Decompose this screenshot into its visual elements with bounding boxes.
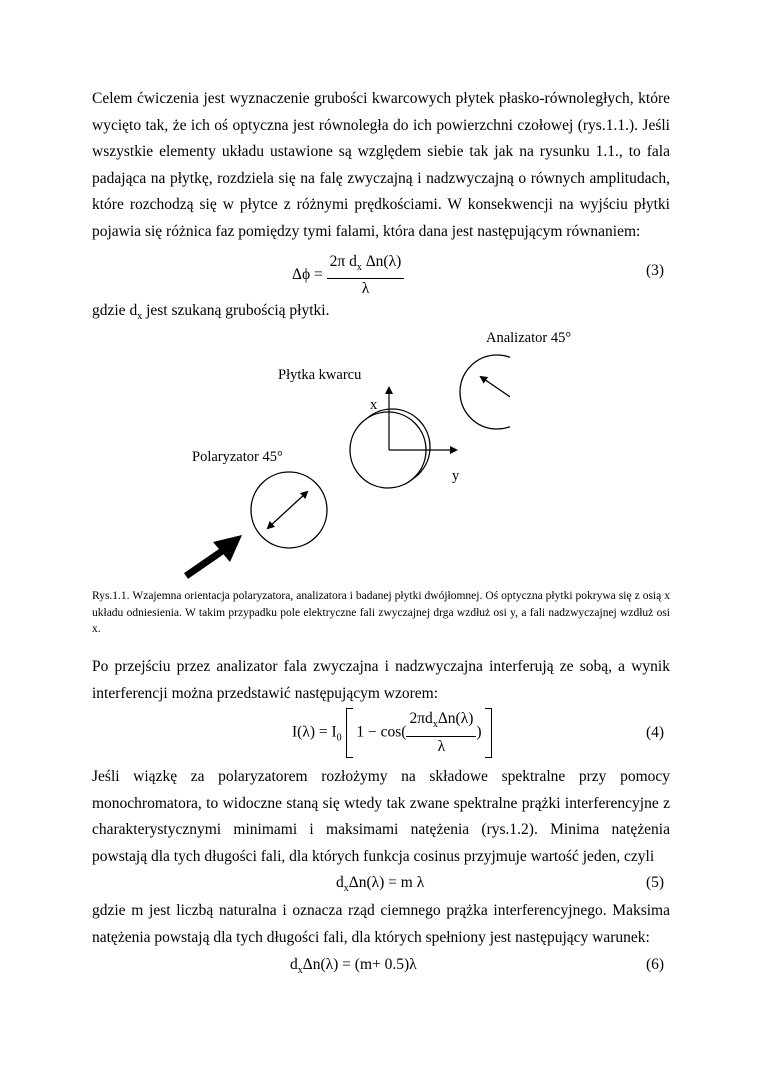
eq3-denominator: λ — [361, 280, 370, 298]
eq4-lhs-sub: 0 — [336, 732, 342, 744]
label-analyzer: Analizator 45° — [486, 330, 572, 346]
p2-prefix: gdzie d — [92, 302, 138, 319]
label-quartz-plate: Płytka kwarcu — [278, 367, 362, 383]
equation-6 — [290, 956, 417, 976]
eq5-rest: Δn(λ) = m λ — [348, 874, 425, 891]
eq4-fraction — [406, 709, 476, 756]
eq3-numerator: 2π d — [329, 253, 357, 270]
equation-3 — [292, 252, 404, 299]
paragraph-intro: Celem ćwiczenia jest wyznaczenie grubości kwarcowych płytek płasko-równoległych, które wycięto tak, że ich oś optyczna jest równoległa do ich powierzchni czołowej (rys.1.1.). Jeśli wszystkie elementy układu ustawione są względem siebie tak jak na rysunku 1.1., to fala padająca na płytkę, rozdziela się na falę zwyczajną i nadzwyczajną o równych amplitudach, które rozchodzą się w płytce z różnymi prędkościami. W konsekwencji na wyjściu płytki pojawia się różnica faz pomiędzy tymi falami, która dana jest następującym równaniem: — [92, 90, 670, 240]
paragraph-maxima: gdzie m jest liczbą naturalna i oznacza rząd ciemnego prążka interferencyjnego. Maksima natężenia powstają dla tych długości fali, dla których spełniony jest następujący warunek: — [92, 902, 670, 946]
paragraph-thickness — [92, 298, 670, 331]
equation-4-number: (4) — [646, 724, 665, 741]
eq6-d-sub: x — [297, 965, 303, 977]
setup-diagram — [170, 330, 510, 580]
eq4-inner: 1 − cos( — [356, 723, 407, 741]
equation-4 — [292, 708, 492, 758]
eq4-close: ) — [476, 723, 482, 741]
polarizer-axis-arrow — [268, 492, 307, 528]
p2-suffix: jest szukaną grubością płytki. — [142, 302, 330, 319]
paragraph-spectral: Jeśli wiązkę za polaryzatorem rozłożymy na składowe spektralne przy pomocy monochromatora, to widoczne staną się wtedy tak zwane spektralne prążki interferencyjne z charakterystycznymi minimami i maksimami natężenia (rys.1.2). Minima natężenia powstają dla tych długości fali, dla których funkcja cosinus przyjmuje wartość jeden, czyli — [92, 768, 670, 865]
eq3-lhs: Δϕ = — [292, 266, 323, 284]
eq4-numerator: 2πd — [409, 710, 433, 728]
polarizer-circle — [251, 472, 327, 548]
eq3-numerator-sub: x — [356, 262, 362, 274]
eq3-numerator-tail: Δn(λ) — [361, 253, 402, 270]
eq4-numerator-sub: x — [432, 719, 438, 731]
equation-5 — [336, 874, 424, 894]
label-polarizer: Polaryzator 45° — [192, 449, 283, 465]
axis-y-label: y — [452, 468, 460, 484]
equation-5-number: (5) — [646, 874, 665, 891]
eq4-lhs: I(λ) = I — [292, 723, 337, 741]
paragraph-interference: Po przejściu przez analizator fala zwyczajna i nadzwyczajna interferują ze sobą, a wynik interferencji można przedstawić następującym wzorem: — [92, 658, 670, 702]
equation-3-number: (3) — [646, 262, 665, 279]
eq5-d: d — [336, 874, 344, 891]
figure-caption: Rys.1.1. Wzajemna orientacja polaryzatora, analizatora i badanej płytki dwójłomnej. Oś optyczna płytki pokrywa się z osią x układu odniesienia. W takim przypadku pole elektryczne fali zwyczajnej drga wzdłuż osi y, a fali nadzwyczajnej wzdłuż osi x. — [92, 590, 670, 635]
analyzer-axis-arrow — [481, 377, 510, 405]
eq4-numerator-tail: Δn(λ) — [437, 710, 474, 728]
equation-6-number: (6) — [646, 956, 665, 973]
eq4-denominator: λ — [437, 737, 446, 755]
p2-sub: x — [137, 311, 143, 323]
eq5-d-sub: x — [343, 883, 349, 895]
eq6-d: d — [290, 956, 298, 973]
eq3-fraction — [327, 252, 405, 299]
eq4-left-bracket — [346, 708, 353, 758]
eq4-right-bracket — [485, 708, 492, 758]
eq6-rest: Δn(λ) = (m+ 0.5)λ — [302, 956, 417, 973]
axis-x-label: x — [370, 397, 378, 413]
